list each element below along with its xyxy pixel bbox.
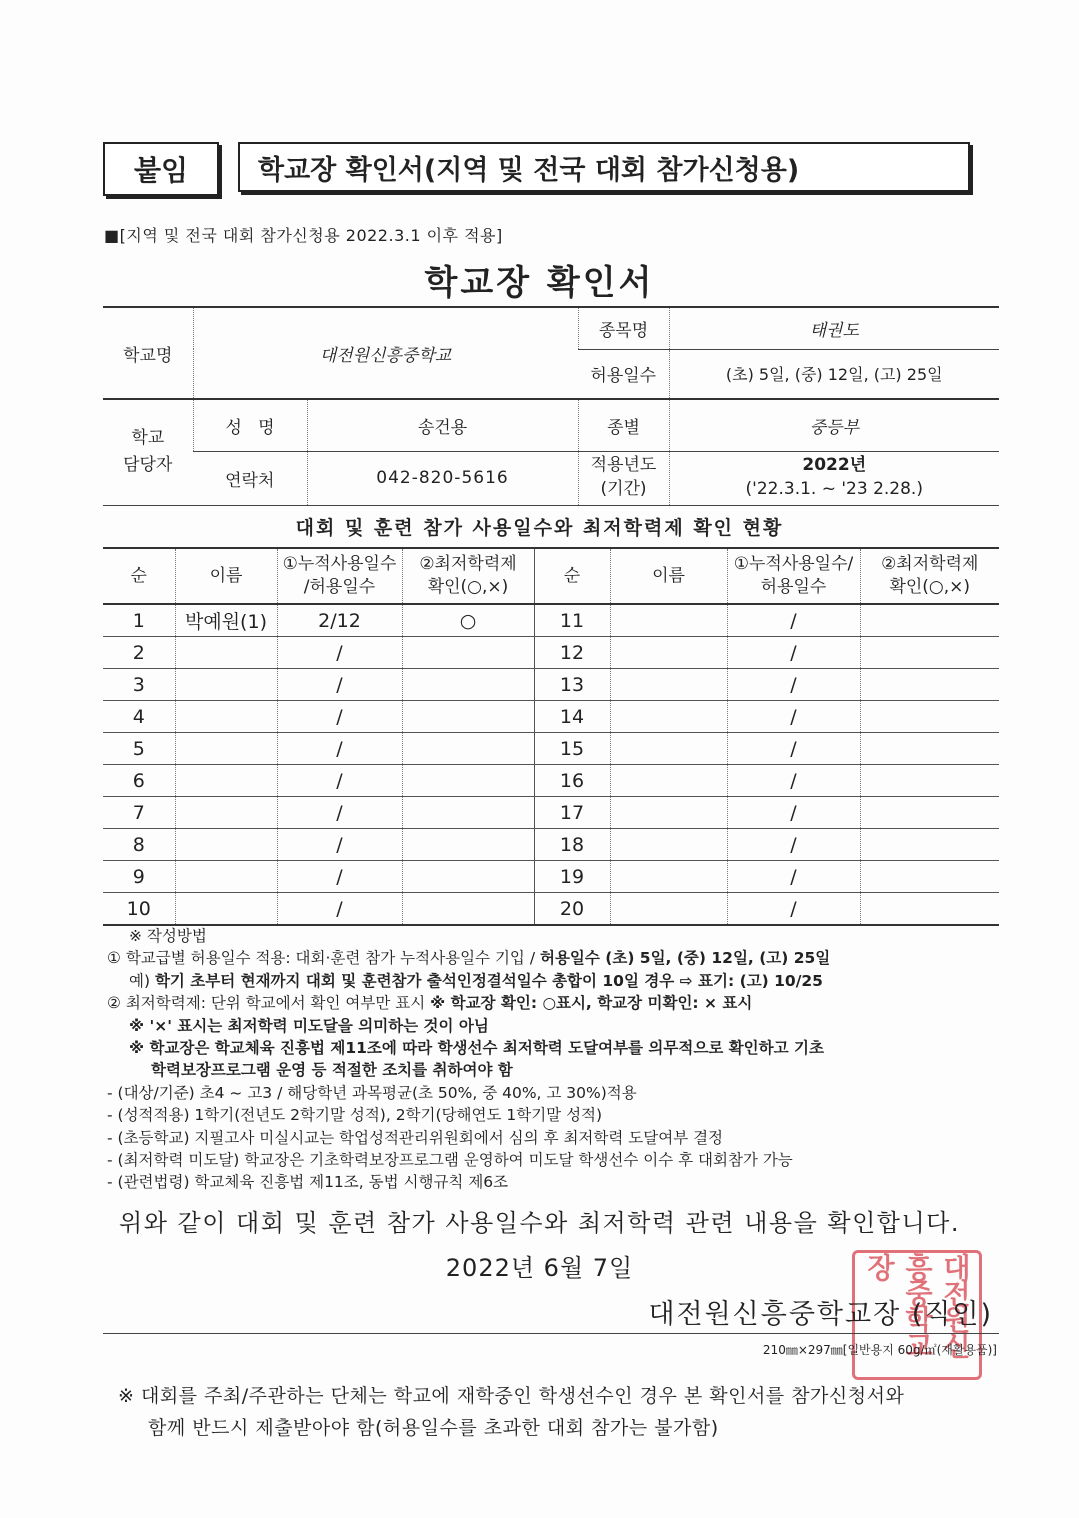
school-name-label: 학교명 [103,307,193,399]
row-no: 18 [534,829,610,861]
col-min-academic: ②최저학력제 확인(○,×) [402,548,534,604]
school-info-table [103,306,999,506]
contact-value: 042-820-5616 [307,451,578,505]
detail-5: - (관련법령) 학교체육 진흥법 제11조, 동법 시행규칙 제6조 [107,1173,509,1192]
period-label: 적용년도 (기간) [578,451,669,505]
row-check [402,861,534,893]
table-row [103,701,999,733]
col-used-days: ①누적사용일수/ 허용일수 [727,548,860,604]
allowed-days-value: (초) 5일, (중) 12일, (고) 25일 [669,349,999,399]
note-1 [107,947,1007,969]
row-check [860,861,999,893]
row-used: / [727,604,860,637]
note-1-example-text: 학기 초부터 현재까지 대회 및 훈련참가 출석인정결석일수 총합이 10일 경우 ⇨ 표기: (고) 10/25 [154,971,823,990]
row-used: / [727,765,860,797]
row-check [860,893,999,926]
row-name [175,669,277,701]
row-name [175,637,277,669]
detail-1: - (대상/기준) 초4 ~ 고3 / 해당학년 과목평균(초 50%, 중 40%, 고 30%)적용 [107,1083,637,1102]
col-no: 순 [103,548,175,604]
row-used: / [727,861,860,893]
row-name [610,701,727,733]
note-1-emphasis: 허용일수 (초) 5일, (중) 12일, (고) 25일 [539,949,831,968]
footnote-line-2: 함께 반드시 제출받아야 함(허용일수를 초과한 대회 참가는 불가함) [148,1417,719,1439]
school-name-value: 대전원신흥중학교 [193,307,578,399]
row-check [402,701,534,733]
table-row [103,829,999,861]
divider [103,1333,999,1334]
row-no: 3 [103,669,175,701]
table-row [103,797,999,829]
row-no: 13 [534,669,610,701]
table-row [103,669,999,701]
row-check [402,669,534,701]
issue-date: 2022년 6월 7일 [445,1254,634,1282]
division-value: 중등부 [669,399,999,451]
row-no: 14 [534,701,610,733]
row-used: / [277,893,402,926]
row-check [402,893,534,926]
row-no: 6 [103,765,175,797]
row-used: / [277,733,402,765]
row-used: 2/12 [277,604,402,637]
seal-text: 대전원신흥중학교장 [863,1253,972,1357]
manager-label: 학교 담당자 [103,399,193,505]
row-used: / [277,637,402,669]
col-min-academic: ②최저학력제 확인(○,×) [860,548,999,604]
name-value: 송건용 [307,399,578,451]
row-used: / [727,797,860,829]
row-no: 4 [103,701,175,733]
row-check [860,733,999,765]
row-name [610,733,727,765]
row-used: / [727,701,860,733]
row-used: / [277,669,402,701]
status-table [103,547,999,926]
confirmation-statement: 위와 같이 대회 및 훈련 참가 사용일수와 최저학력 관련 내용을 확인합니다. [119,1209,960,1237]
row-no: 1 [103,604,175,637]
row-check [860,604,999,637]
row-name [610,893,727,926]
row-check [860,669,999,701]
row-used: / [277,797,402,829]
row-check [402,733,534,765]
table-row [103,604,999,637]
status-section-title: 대회 및 훈련 참가 사용일수와 최저학력제 확인 현황 [295,517,784,539]
writing-instructions [107,925,1007,1194]
col-name: 이름 [610,548,727,604]
row-used: / [727,829,860,861]
row-name [610,765,727,797]
period-range: ('22.3.1. ~ '23 2.28.) [745,479,923,499]
paper-spec: 210㎜×297㎜[일반용지 60g/㎡(재활용품)] [762,1343,997,1357]
note-2-text: ② 최저학력제: 단위 학교에서 확인 여부만 표시 [107,994,431,1013]
row-name [175,797,277,829]
note-4: ※ 학교장은 학교체육 진흥법 제11조에 따라 학생선수 최저학력 도달여부를 의무적으로 확인하고 기초 [129,1039,824,1058]
row-used: / [727,637,860,669]
allowed-days-label: 허용일수 [578,349,669,399]
row-used: / [277,765,402,797]
row-used: / [727,733,860,765]
row-used: / [277,861,402,893]
row-no: 5 [103,733,175,765]
row-name [610,669,727,701]
row-no: 2 [103,637,175,669]
row-check [860,829,999,861]
row-no: 17 [534,797,610,829]
note-2-emphasis: ※ 학교장 확인: ○표시, 학교장 미확인: × 표시 [430,994,753,1013]
table-row [103,733,999,765]
note-1-text: ① 학교급별 허용일수 적용: 대회·훈련 참가 누적사용일수 기입 / [107,949,540,968]
row-name [610,829,727,861]
row-check [860,701,999,733]
detail-3: - (초등학교) 지필고사 미실시교는 학업성적관리위원회에서 심의 후 최저학력 도달여부 결정 [107,1128,724,1147]
row-no: 20 [534,893,610,926]
row-no: 19 [534,861,610,893]
period-value [669,451,999,505]
table-row [103,861,999,893]
table-row [103,637,999,669]
year-value: 2022년 [802,455,867,476]
row-check [402,765,534,797]
row-name [610,604,727,637]
row-used: / [727,669,860,701]
notes-heading: ※ 작성방법 [129,927,207,945]
row-no: 16 [534,765,610,797]
table-row [103,765,999,797]
col-no: 순 [534,548,610,604]
principal-signature: 대전원신흥중학교장 (직인) [648,1299,993,1330]
row-no: 9 [103,861,175,893]
division-label: 종별 [578,399,669,451]
col-name: 이름 [175,548,277,604]
row-check [860,797,999,829]
row-check [860,765,999,797]
row-used: / [277,701,402,733]
note-2 [107,992,1007,1014]
row-check [402,797,534,829]
submission-footnote [118,1380,904,1444]
row-no: 10 [103,893,175,926]
applicability-note: ■[지역 및 전국 대회 참가신청용 2022.3.1 이후 적용] [104,226,503,245]
document-title: 학교장 확인서(지역 및 전국 대회 참가신청용) [238,142,970,192]
name-label: 성 명 [193,399,307,451]
row-name [175,701,277,733]
row-no: 11 [534,604,610,637]
note-1-example-prefix: 예) [129,971,155,990]
row-check [402,829,534,861]
note-4-cont: 학력보장프로그램 운영 등 적절한 조치를 취하여야 함 [151,1061,513,1080]
row-no: 15 [534,733,610,765]
row-check: ○ [402,604,534,637]
detail-2: - (성적적용) 1학기(전년도 2학기말 성적), 2학기(당해연도 1학기말 성적) [107,1106,603,1125]
row-name [175,733,277,765]
contact-label: 연락처 [193,451,307,505]
row-check [860,637,999,669]
table-row [103,893,999,926]
sport-label: 종목명 [578,307,669,349]
note-3: ※ '×' 표시는 최저학력 미도달을 의미하는 것이 아님 [129,1016,489,1035]
row-name [610,797,727,829]
col-used-days: ①누적사용일수 /허용일수 [277,548,402,604]
row-name [175,765,277,797]
row-no: 8 [103,829,175,861]
page-title: 학교장 확인서 [424,263,655,303]
row-used: / [277,829,402,861]
row-name [175,893,277,926]
detail-4: - (최저학력 미도달) 학교장은 기초학력보장프로그램 운영하여 미도달 학생선수 이수 후 대회참가 가능 [107,1151,793,1170]
row-no: 7 [103,797,175,829]
row-name: 박예원(1) [175,604,277,637]
row-used: / [727,893,860,926]
row-name [610,861,727,893]
footnote-line-1: ※ 대회를 주최/주관하는 단체는 학교에 재학중인 학생선수인 경우 본 확인서를 참가신청서와 [118,1385,905,1407]
note-1-example [107,970,1007,992]
row-name [175,829,277,861]
row-name [175,861,277,893]
row-check [402,637,534,669]
sport-value: 태권도 [669,307,999,349]
attachment-label: 붙임 [103,142,219,196]
row-no: 12 [534,637,610,669]
row-name [610,637,727,669]
